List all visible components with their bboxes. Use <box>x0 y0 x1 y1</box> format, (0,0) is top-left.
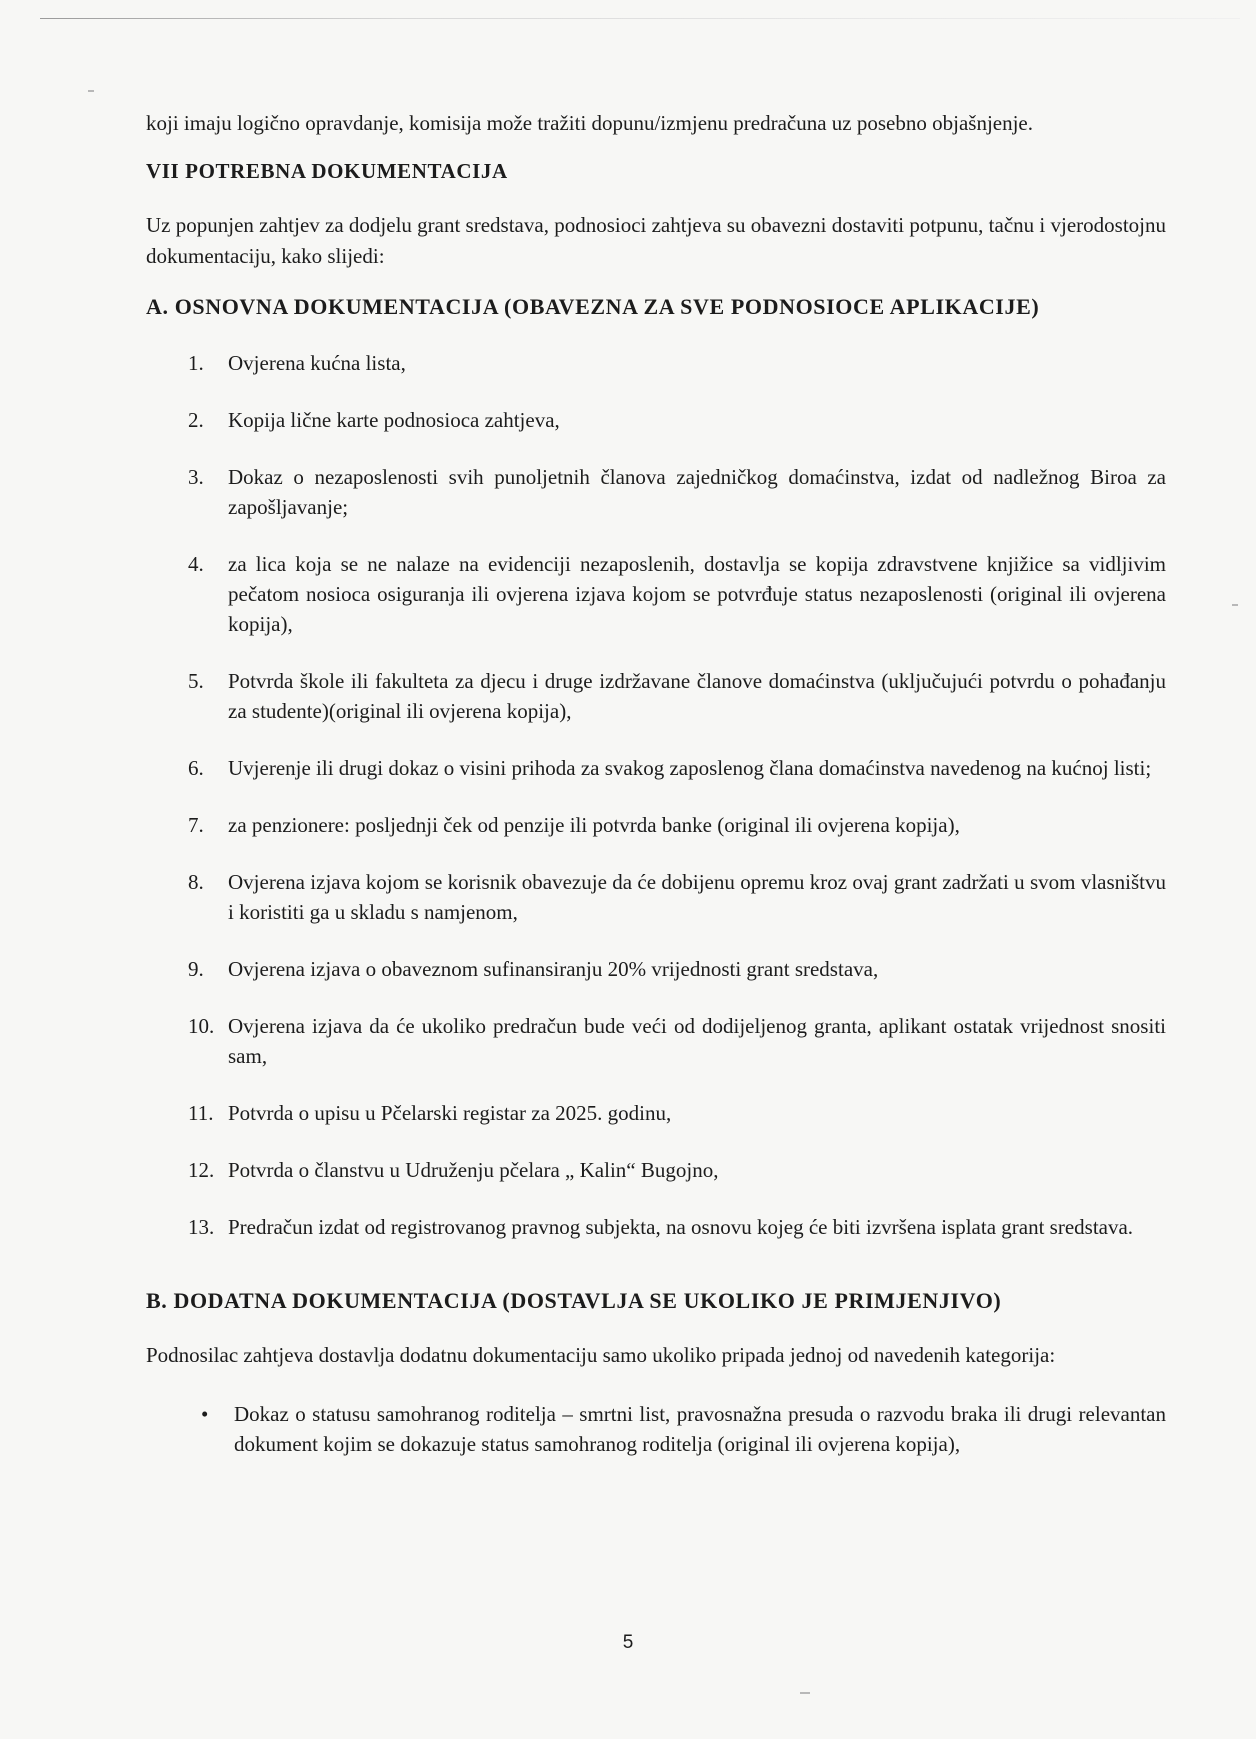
list-item <box>146 1212 1166 1242</box>
list-item-text: Kopija lične karte podnosioca zahtjeva, <box>228 408 560 432</box>
list-item-text: Ovjerena izjava o obaveznom sufinansiranju 20% vrijednosti grant sredstava, <box>228 957 879 981</box>
list-item-number: 3. <box>188 465 204 489</box>
list-item-number: 8. <box>188 870 204 894</box>
list-item-number: 4. <box>188 552 204 576</box>
section-b-heading: B. DODATNA DOKUMENTACIJA (DOSTAVLJA SE UKOLIKO JE PRIMJENJIVO) <box>146 1288 1002 1313</box>
list-item <box>146 462 1166 522</box>
list-item-number: 7. <box>188 813 204 837</box>
section-a-heading: A. OSNOVNA DOKUMENTACIJA (OBAVEZNA ZA SVE PODNOSIOCE APLIKACIJE) <box>146 294 1040 319</box>
list-item <box>146 954 1166 984</box>
scan-speck <box>88 90 94 92</box>
scan-speck <box>800 1692 810 1694</box>
scan-speck <box>1232 604 1238 606</box>
basic-documentation-list <box>146 348 1166 1242</box>
list-item <box>146 867 1166 927</box>
list-item-number: 9. <box>188 957 204 981</box>
section-b-paragraph: Podnosilac zahtjeva dostavlja dodatnu dokumentaciju samo ukoliko pripada jednoj od navedenih kategorija: <box>146 1343 1056 1367</box>
list-item-text: Ovjerena izjava da će ukoliko predračun bude veći od dodijeljenog granta, aplikant ostatak vrijednost snositi sam, <box>228 1014 1166 1068</box>
list-item <box>146 1098 1166 1128</box>
section-vii-heading: VII POTREBNA DOKUMENTACIJA <box>146 159 508 183</box>
list-item <box>146 348 1166 378</box>
document-body <box>146 108 1166 1459</box>
list-item-text: za lica koja se ne nalaze na evidenciji nezaposlenih, dostavlja se kopija zdravstvene knjižice sa vidljivim pečatom nosioca osiguranja ili ovjerena izjava kojom se potvrđuje status nezaposlenosti (original ili ovjerena kopija), <box>228 552 1166 636</box>
list-item <box>146 810 1166 840</box>
scan-edge-line <box>40 18 1240 19</box>
list-item <box>146 753 1166 783</box>
bullet-item-text: Dokaz o statusu samohranog roditelja – smrtni list, pravosnažna presuda o razvodu braka ili drugi relevantan dokument kojim se dokazuje status samohranog roditelja (original ili ovjerena kopija), <box>234 1402 1166 1456</box>
list-item <box>146 405 1166 435</box>
list-item-text: Potvrda o upisu u Pčelarski registar za 2025. godinu, <box>228 1101 672 1125</box>
list-item-number: 13. <box>188 1215 215 1239</box>
list-item-number: 11. <box>188 1101 214 1125</box>
list-item-text: Ovjerena kućna lista, <box>228 351 406 375</box>
list-item-text: Ovjerena izjava kojom se korisnik obavezuje da će dobijenu opremu kroz ovaj grant zadržati u svom vlasništvu i koristiti ga u skladu s namjenom, <box>228 870 1166 924</box>
list-item <box>146 1011 1166 1071</box>
list-item-text: Potvrda škole ili fakulteta za djecu i druge izdržavane članove domaćinstva (uključujući potvrdu o pohađanju za studente)(original ili ovjerena kopija), <box>228 669 1166 723</box>
list-item-text: Uvjerenje ili drugi dokaz o visini prihoda za svakog zaposlenog člana domaćinstva navedenog na kućnoj listi; <box>228 756 1152 780</box>
list-item <box>146 549 1166 639</box>
list-item-number: 10. <box>188 1014 215 1038</box>
list-item-text: Potvrda o članstvu u Udruženju pčelara „ Kalin“ Bugojno, <box>228 1158 719 1182</box>
intro-continuation: koji imaju logično opravdanje, komisija može tražiti dopunu/izmjenu predračuna uz posebno objašnjenje. <box>146 111 1034 135</box>
list-item-number: 6. <box>188 756 204 780</box>
list-item-text: Dokaz o nezaposlenosti svih punoljetnih članova zajedničkog domaćinstva, izdat od nadležnog Biroa za zapošljavanje; <box>228 465 1166 519</box>
list-item-text: za penzionere: posljednji ček od penzije ili potvrda banke (original ili ovjerena kopija), <box>228 813 960 837</box>
list-item-text: Predračun izdat od registrovanog pravnog subjekta, na osnovu kojeg će biti izvršena isplata grant sredstava. <box>228 1215 1134 1239</box>
list-item-number: 1. <box>188 351 204 375</box>
list-item <box>146 666 1166 726</box>
list-item-number: 12. <box>188 1158 215 1182</box>
page-number: 5 <box>622 1632 634 1653</box>
bullet-item <box>146 1399 1166 1459</box>
bullet-icon: • <box>201 1402 209 1426</box>
list-item-number: 5. <box>188 669 204 693</box>
section-vii-paragraph: Uz popunjen zahtjev za dodjelu grant sredstava, podnosioci zahtjeva su obavezni dostaviti potpunu, tačnu i vjerodostojnu dokumentaciju, kako slijedi: <box>146 213 1166 268</box>
additional-documentation-list <box>146 1399 1166 1459</box>
list-item-number: 2. <box>188 408 204 432</box>
list-item <box>146 1155 1166 1185</box>
